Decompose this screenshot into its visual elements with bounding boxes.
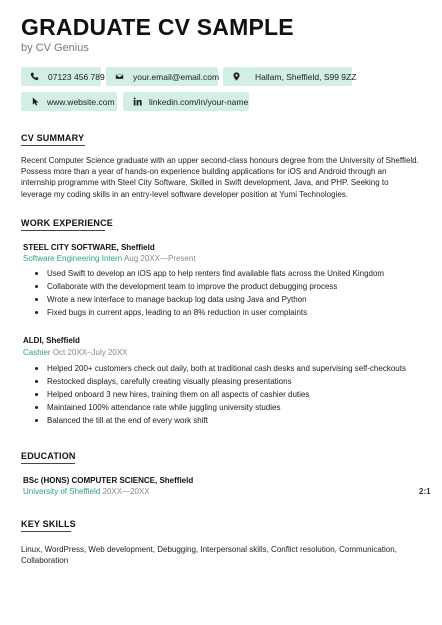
job-2-dates: Oct 20XX–July 20XX <box>52 348 128 357</box>
contact-linkedin-text: linkedin.com/in/your-name <box>149 96 249 107</box>
job-1-role-line <box>23 254 196 263</box>
contact-website-text: www.website.com <box>47 96 115 107</box>
location-icon <box>232 72 241 82</box>
job-2-org: ALDI, Sheffield <box>23 336 80 345</box>
list-item: Restocked displays, carefully creating visually pleasing presentations <box>23 375 403 388</box>
list-item: Used Swift to develop an iOS app to help renters find available flats across the United Kingdom <box>23 267 403 280</box>
contact-email-text: your.email@email.com <box>133 71 220 82</box>
contact-linkedin <box>123 92 249 111</box>
summary-heading-rule <box>21 145 85 146</box>
cv-subtitle: by CV Genius <box>21 42 89 54</box>
contact-website <box>21 92 117 111</box>
cv-title: GRADUATE CV SAMPLE <box>21 14 294 40</box>
contact-email <box>106 67 218 86</box>
contact-phone-text: 07123 456 789 <box>48 71 105 82</box>
contact-location <box>223 67 357 86</box>
list-item: Maintained 100% attendance rate while juggling university studies <box>23 401 403 414</box>
linkedin-icon <box>132 97 142 107</box>
summary-heading: CV SUMMARY <box>21 133 85 143</box>
list-item: Collaborate with the development team to improve the product debugging process <box>23 280 403 293</box>
education-school-line <box>23 487 150 496</box>
skills-heading: KEY SKILLS <box>21 519 76 529</box>
list-item: Helped onboard 3 new hires, training them on all aspects of cashier duties <box>23 388 403 401</box>
education-degree: BSc (HONS) COMPUTER SCIENCE, Sheffield <box>23 476 194 485</box>
summary-text: Recent Computer Science graduate with an upper second-class honours degree from the University of Sheffield. Possess more than a year of hands-on experience building applications for iOS and Android through an internship programme with Steel City Software. Skilled in Swift development, Java, and PHP. Seeking to leverage my coding skills in an entry-level software developer position at Yumi Technologies. <box>21 156 419 199</box>
education-grade: 2:1 <box>419 487 431 496</box>
email-icon <box>115 72 124 82</box>
list-item: Fixed bugs in current apps, leading to an 8% reduction in user complaints <box>23 306 403 319</box>
experience-heading: WORK EXPERIENCE <box>21 218 114 228</box>
list-item: Wrote a new interface to manage backup log data using Java and Python <box>23 293 403 306</box>
education-dates: 20XX—20XX <box>102 487 150 496</box>
phone-icon <box>30 72 39 82</box>
job-2-role-line <box>23 348 128 357</box>
job-1-org: STEEL CITY SOFTWARE, Sheffield <box>23 243 155 252</box>
education-school: University of Sheffield <box>23 487 101 496</box>
experience-heading-rule <box>21 230 105 231</box>
job-1-dates: Aug 20XX—Present <box>123 254 196 263</box>
cursor-icon <box>30 97 40 107</box>
contact-phone <box>21 67 105 86</box>
education-heading: EDUCATION <box>21 451 76 461</box>
job-1-role: Software Engineering Intern <box>23 254 123 263</box>
skills-heading-rule <box>21 531 71 532</box>
contact-location-text: Hallam, Sheffield, S99 9ZZ <box>255 71 357 82</box>
job-2-bullets <box>23 362 406 427</box>
education-heading-rule <box>21 463 75 464</box>
list-item: Balanced the till at the end of every work shift <box>23 414 403 427</box>
list-item: Helped 200+ customers check out daily, both at traditional cash desks and supervising self-checkouts <box>23 362 403 375</box>
job-1-bullets <box>23 267 403 319</box>
job-2-role: Cashier <box>23 348 51 357</box>
skills-text: Linux, WordPress, Web development, Debugging, Interpersonal skills, Conflict resolution, Communication, Collaboration <box>21 545 397 566</box>
